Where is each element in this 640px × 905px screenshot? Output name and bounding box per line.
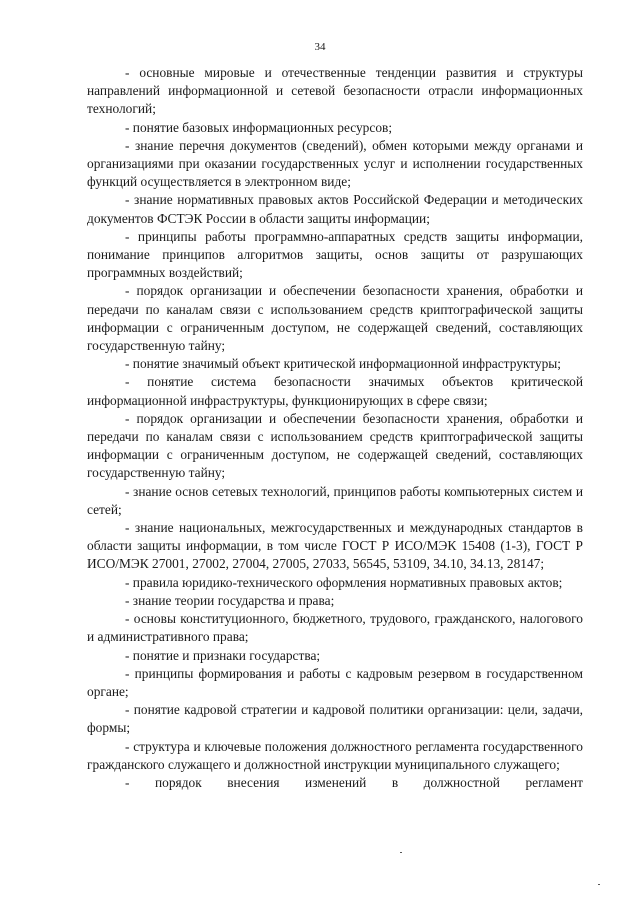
page-body: [87, 64, 583, 792]
list-item: - понятие значимый объект критической информационной инфраструктуры;: [125, 356, 562, 372]
list-item: - знание теории государства и права;: [125, 592, 335, 608]
list-item: - знание основ сетевых технологий, принципов работы компьютерных систем и сетей;: [87, 483, 583, 517]
scan-speck: [400, 852, 402, 853]
list-item: - порядок организации и обеспечении безопасности хранения, обработки и передачи по каналам связи с использованием средств криптографической защиты информации с ограниченным доступом, не содержащей сведений, составляющих государственную тайну;: [87, 283, 583, 354]
list-item: - основные мировые и отечественные тенденции развития и структуры направлений информационной и сетевой безопасности отрасли информационных технологий;: [87, 65, 583, 117]
list-item: - основы конституционного, бюджетного, трудового, гражданского, налогового и административного права;: [87, 611, 583, 645]
page-number: 34: [314, 41, 326, 53]
list-item: - понятие базовых информационных ресурсов;: [125, 119, 393, 135]
list-item: - принципы работы программно-аппаратных средств защиты информации, понимание принципов алгоритмов защиты, основ защиты от разрушающих программных воздействий;: [87, 228, 583, 281]
list-item: - порядок организации и обеспечении безопасности хранения, обработки и передачи по каналам связи с использованием средств криптографической защиты информации с ограниченным доступом, не содержащей сведений, составляющих государственную тайну;: [87, 410, 583, 481]
list-item: - понятие система безопасности значимых объектов критической информационной инфраструктуры, функционирующих в сфере связи;: [87, 374, 583, 408]
list-item: - понятие кадровой стратегии и кадровой политики организации: цели, задачи, формы;: [87, 702, 583, 736]
scan-speck: [598, 884, 600, 885]
list-item: - знание нормативных правовых актов Российской Федерации и методических документов ФСТЭК России в области защиты информации;: [87, 192, 583, 226]
list-item: - порядок внесения изменений в должностной регламент: [125, 774, 583, 790]
list-item: - правила юридико-технического оформления нормативных правовых актов;: [125, 574, 563, 590]
list-item: - принципы формирования и работы с кадровым резервом в государственном органе;: [87, 665, 583, 699]
list-item: - понятие и признаки государства;: [125, 647, 321, 663]
list-item: - знание перечня документов (сведений), обмен которыми между органами и организациями при оказании государственных услуг и исполнении государственных функций осуществляется в электронном виде;: [87, 137, 583, 190]
list-item: - структура и ключевые положения должностного регламента государственного гражданского служащего и должностной инструкции муниципального служащего;: [87, 738, 583, 772]
list-item: - знание национальных, межгосударственных и международных стандартов в области защиты информации, в том числе ГОСТ Р ИСО/МЭК 15408 (1-3), ГОСТ Р ИСО/МЭК 27001, 27002, 27004, 27005, 27033, 56545, 53109, 34.10, 34.13, 28147;: [87, 520, 583, 572]
